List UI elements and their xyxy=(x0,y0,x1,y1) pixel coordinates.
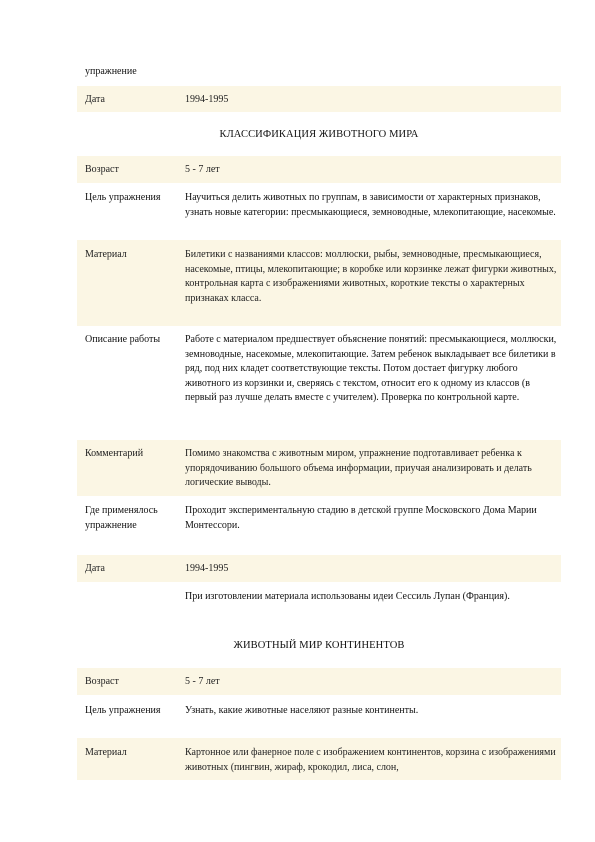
table-row xyxy=(77,240,561,326)
row-label: Описание работы xyxy=(85,334,161,345)
row-value: Узнать, какие животные населяют разные континенты. xyxy=(185,705,419,716)
row-value: 1994-1995 xyxy=(185,563,229,574)
row-value: При изготовлении материала использованы идеи Сессиль Лупан (Франция). xyxy=(185,591,510,602)
table-row xyxy=(77,86,561,112)
row-value: Научиться делить животных по группам, в зависимости от характерных признаков, узнать новые категории: пресмыкающиеся, земноводные, млекопитающие, насекомые. xyxy=(185,192,556,218)
row-label: Дата xyxy=(85,563,105,574)
table-row xyxy=(77,156,561,183)
top-fragment-text: упражнение xyxy=(85,66,137,77)
section-heading: ЖИВОТНЫЙ МИР КОНТИНЕНТОВ xyxy=(233,640,405,651)
row-label: Возраст xyxy=(85,676,119,687)
row-value: Картонное или фанерное поле с изображением континентов, корзина с изображениями животных (пингвин, жираф, крокодил, лиса, слон, xyxy=(185,747,556,773)
row-value: Билетики с названиями классов: моллюски, рыбы, земноводные, пресмыкающиеся, насекомые, птицы, млекопитающие; в коробке или корзинке лежат фигурки животных, контрольная карта с изображениями животных, короткие тексты о характерных признаках класса. xyxy=(185,249,557,304)
row-label: Возраст xyxy=(85,164,119,175)
table-row xyxy=(77,497,561,553)
row-value: 1994-1995 xyxy=(185,94,229,105)
row-value: Проходит экспериментальную стадию в детской группе Московского Дома Марии Монтессори. xyxy=(185,505,537,531)
row-value: Работе с материалом предшествует объяснение понятий: пресмыкающиеся, моллюски, земноводные, насекомые, млекопитающие. Затем ребенок выкладывает все билетики в ряд, под них кладет соответствующие тексты. Потом достает фигурку любого животного из корзинки и, сверяясь с текстом, относит его к одному из классов (в первый раз лучше делать вместе с учителем). Проверка по контрольной карте. xyxy=(185,334,557,404)
table-row xyxy=(77,668,561,695)
row-label: Комментарий xyxy=(85,448,144,459)
table-row xyxy=(77,184,561,238)
row-label: Материал xyxy=(85,747,127,758)
row-label: Цель упражнения xyxy=(85,192,161,203)
table-row xyxy=(77,327,561,439)
section-heading: КЛАССИФИКАЦИЯ ЖИВОТНОГО МИРА xyxy=(219,129,419,140)
row-value: 5 - 7 лет xyxy=(185,164,220,175)
row-label: Где применялось упражнение xyxy=(85,505,158,531)
row-label: Цель упражнения xyxy=(85,705,161,716)
table-row xyxy=(77,555,561,582)
table-row xyxy=(77,440,561,496)
table-row xyxy=(77,583,561,623)
row-label: Дата xyxy=(85,94,105,105)
row-value: 5 - 7 лет xyxy=(185,676,220,687)
table-row xyxy=(77,738,561,780)
row-label: Материал xyxy=(85,249,127,260)
row-value: Помимо знакомства с животным миром, упражнение подготавливает ребенка к упорядочиванию большого объема информации, приучая анализировать и делать логические выводы. xyxy=(185,448,532,489)
table-row xyxy=(77,697,561,737)
